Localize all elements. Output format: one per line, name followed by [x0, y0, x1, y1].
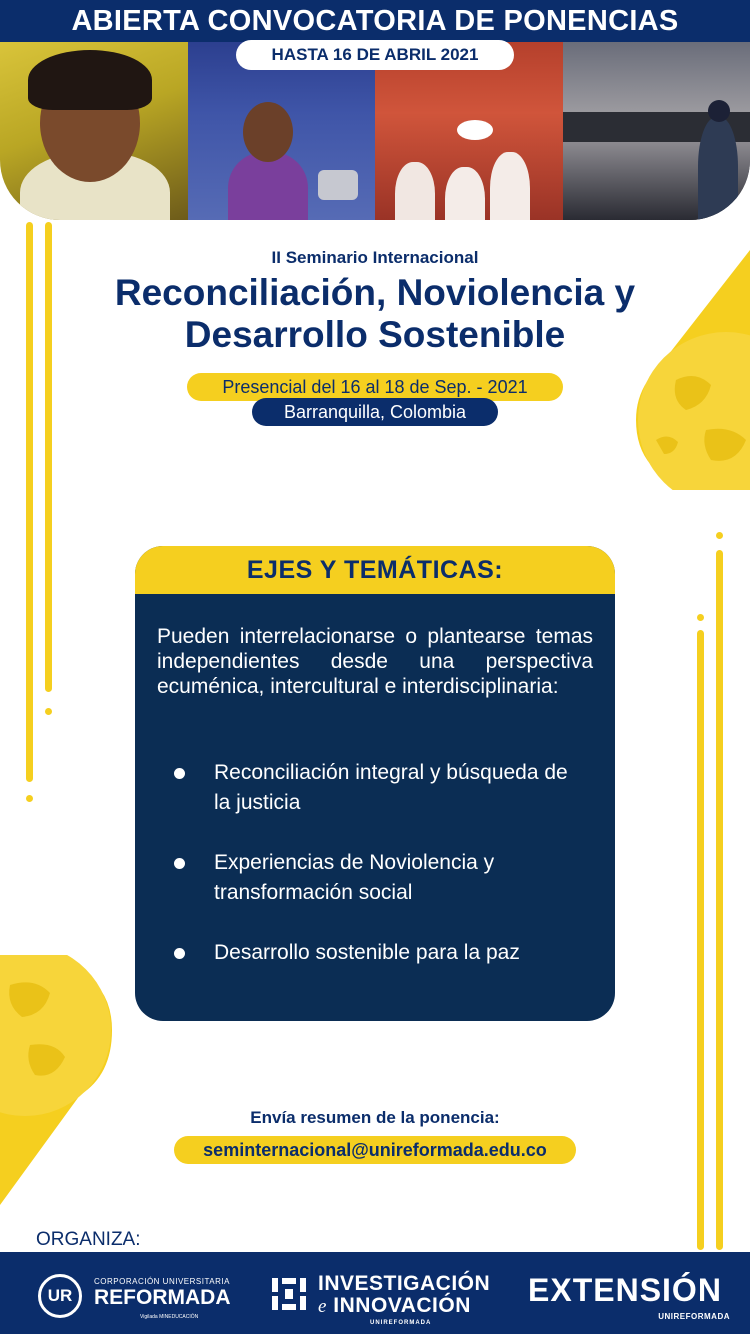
photo-girl	[0, 42, 188, 220]
top-banner	[0, 0, 750, 42]
seminar-label: II Seminario Internacional	[271, 248, 479, 267]
topic-text: Reconciliación integral y búsqueda de la justicia	[214, 761, 568, 814]
deadline-pill: HASTA 16 DE ABRIL 2021	[236, 40, 514, 70]
list-item	[169, 938, 589, 968]
deco-dot	[45, 708, 52, 715]
photo-river	[563, 42, 750, 220]
inv-word: INNOVACIÓN	[333, 1294, 471, 1317]
call-title: ABIERTA CONVOCATORIA DE PONENCIAS	[71, 4, 679, 37]
location-pill: Barranquilla, Colombia	[252, 398, 498, 426]
inv-subtitle: UNIREFORMADA	[370, 1320, 432, 1326]
reformada-subtitle: CORPORACIÓN UNIVERSITARIA	[94, 1277, 230, 1286]
title-line-1: Reconciliación, Noviolencia y	[114, 272, 636, 313]
reformada-logo-icon: UR	[38, 1274, 82, 1318]
bullet-icon	[174, 858, 185, 869]
date-pill: Presencial del 16 al 18 de Sep. - 2021	[187, 373, 563, 401]
logo-extension[interactable]	[528, 1272, 738, 1328]
logo-investigacion[interactable]	[270, 1272, 490, 1328]
bullet-icon	[174, 768, 185, 779]
topics-card	[135, 546, 615, 1021]
topic-text: Desarrollo sostenible para la paz	[214, 941, 520, 964]
footer	[0, 1252, 750, 1334]
deco-line	[697, 630, 704, 1250]
deco-dot	[26, 795, 33, 802]
bullet-icon	[174, 948, 185, 959]
submission-label: Envía resumen de la ponencia:	[250, 1108, 500, 1127]
list-item	[169, 848, 589, 908]
deco-line	[26, 222, 33, 782]
logo-reformada[interactable]	[38, 1272, 248, 1322]
page-title	[40, 272, 710, 356]
deco-dot	[697, 614, 704, 621]
deco-dot	[716, 532, 723, 539]
list-item	[169, 758, 589, 818]
topics-intro: Pueden interrelacionarse o plantearse temas independientes desde una perspectiva ecuménica, intercultural e interdisciplinaria:	[157, 625, 593, 698]
innovation-logo-icon	[270, 1276, 308, 1312]
inv-line-1: INVESTIGACIÓN	[318, 1272, 491, 1295]
extension-word: EXTENSIÓN	[528, 1272, 722, 1308]
email-link[interactable]: seminternacional@unireformada.edu.co	[174, 1136, 576, 1164]
reformada-name: REFORMADA	[94, 1286, 231, 1309]
organizers-label: ORGANIZA:	[36, 1229, 141, 1250]
topics-header: EJES Y TEMÁTICAS:	[135, 546, 615, 594]
reformada-vigilada: Vigilada MINEDUCACIÓN	[140, 1314, 199, 1320]
title-line-2: Desarrollo Sostenible	[184, 314, 566, 355]
inv-prefix: e	[318, 1296, 327, 1317]
topic-text: Experiencias de Noviolencia y transformación social	[214, 851, 495, 904]
globe-icon	[0, 955, 112, 1205]
deco-line	[716, 550, 723, 1250]
inv-line-2	[318, 1294, 471, 1318]
topics-list	[169, 758, 589, 998]
extension-subtitle: UNIREFORMADA	[658, 1312, 730, 1321]
